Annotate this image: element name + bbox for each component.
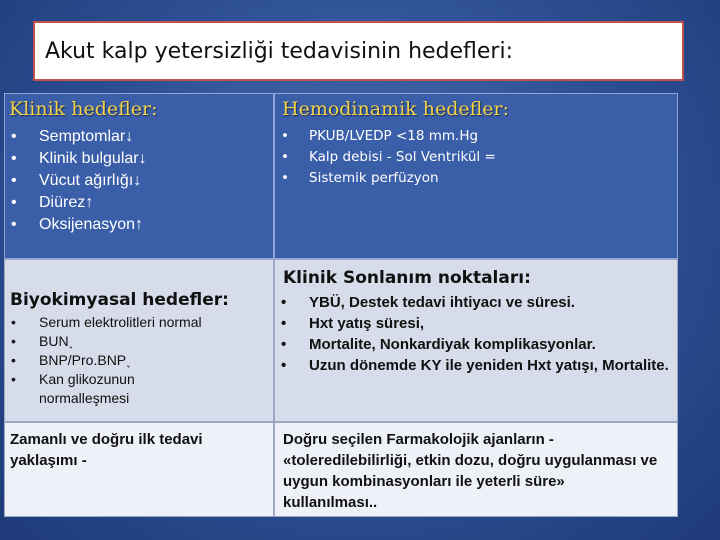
dogru-text: Doğru seçilen Farmakolojik ajanların - «toleredilebilirliği, etkin dozu, doğru uygulanması ve uygun kombinasyonları ile yeterli süre» kullanılması.. [283, 431, 658, 511]
list-item: • Vücut ağırlığı↓ [11, 172, 142, 189]
list-item: • Mortalite, Nonkardiyak komplikasyonlar. [281, 336, 596, 353]
hemodinamik-hedefler-cell [274, 93, 678, 259]
biyokimyasal-hedefler-cell [4, 259, 274, 422]
list-item: • Uzun dönemde KY ile yeniden Hxt yatışı, Mortalite. [281, 357, 669, 374]
klinik-list [11, 126, 147, 236]
slide-title: Akut kalp yetersizliği tedavisinin hedefleri: [45, 39, 514, 64]
hemodinamik-list [281, 126, 496, 189]
list-item: • Diürez↑ [11, 194, 94, 211]
list-item: • Kalp debisi - Sol Ventrikül = [281, 149, 496, 165]
klinik-hedefler-cell [4, 93, 274, 259]
biyokimya-heading: Biyokimyasal hedefler: [10, 290, 229, 310]
list-item: • Oksijenasyon↑ [11, 216, 144, 233]
klinik-heading: Klinik hedefler: [9, 98, 158, 120]
list-item: • YBÜ, Destek tedavi ihtiyacı ve süresi. [281, 294, 575, 311]
hemodinamik-heading: Hemodinamik hedefler: [282, 98, 510, 120]
biyokimya-list [11, 313, 266, 408]
list-item: • BUN˯ [11, 333, 74, 349]
title-box [33, 21, 684, 81]
list-item: • Serum elektrolitleri normal [11, 314, 202, 330]
list-item: • Klinik bulgular↓ [11, 150, 147, 167]
list-item: • PKUB/LVEDP <18 mm.Hg [281, 128, 479, 144]
zamanli-text: Zamanlı ve doğru ilk tedavi yaklaşımı - [10, 431, 203, 469]
list-item: • Kan glikozunun normalleşmesi [11, 371, 135, 406]
sonlanim-heading: Klinik Sonlanım noktaları: [283, 268, 531, 288]
dogru-secilen-cell [274, 422, 678, 517]
sonlanim-list [281, 292, 671, 376]
zamanli-cell [4, 422, 274, 517]
list-item: • Sistemik perfüzyon [281, 170, 439, 186]
klinik-sonlanim-cell [274, 259, 678, 422]
list-item: • Semptomlar↓ [11, 128, 134, 145]
list-item: • Hxt yatış süresi, [281, 315, 425, 332]
list-item: • BNP/Pro.BNP˯ [11, 352, 131, 368]
